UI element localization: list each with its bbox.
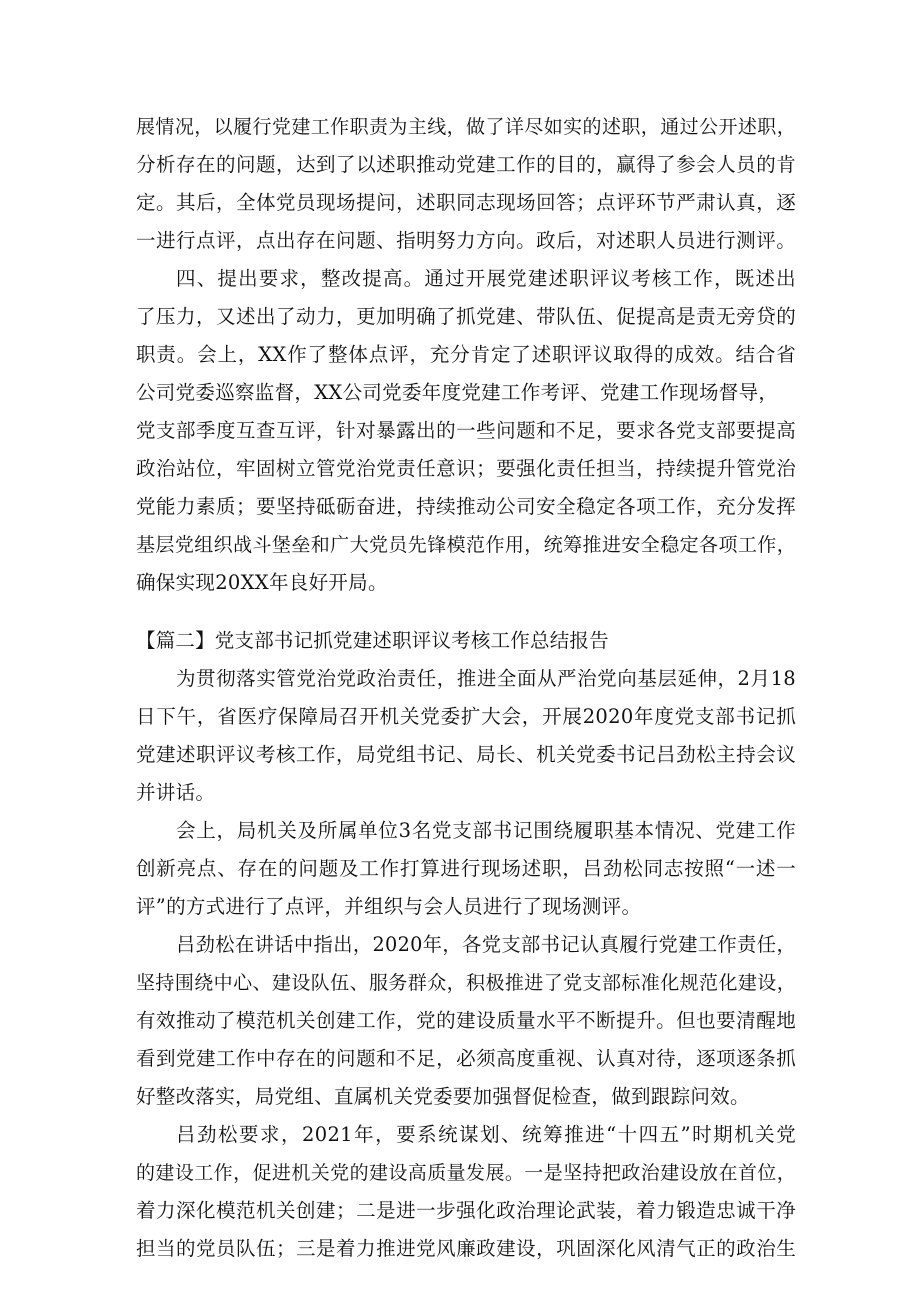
paragraph-line: 的建设工作，促进机关党的建设高质量发展。一是坚持把政治建设放在首位，	[136, 1162, 796, 1184]
paragraph-line: 基层党组织战斗堡垒和广大党员先锋模范作用，统筹推进安全稳定各项工作，	[136, 534, 796, 556]
paragraph-line: 吕劲松要求，2021年，要系统谋划、统筹推进“十四五”时期机关党	[176, 1123, 796, 1146]
paragraph-line: 吕劲松在讲话中指出，2020年，各党支部书记认真履行党建工作责任，	[176, 933, 796, 956]
paragraph-line: 党能力素质；要坚持砥砺奋进，持续推动公司安全稳定各项工作，充分发挥	[136, 495, 796, 518]
section-heading: 【篇二】党支部书记抓党建述职评议考核工作总结报告	[136, 629, 609, 652]
paragraph-line: 日下午，省医疗保障局召开机关党委扩大会，开展2020年度党支部书记抓	[136, 705, 796, 728]
paragraph-line: 分析存在的问题，达到了以述职推动党建工作的目的，赢得了参会人员的肯	[136, 153, 796, 176]
paragraph-line: 确保实现20XX年良好开局。	[136, 571, 388, 594]
paragraph-line: 政治站位，牢固树立管党治党责任意识；要强化责任担当，持续提升管党治	[136, 457, 796, 480]
paragraph-line: 担当的党员队伍；三是着力推进党风廉政建设，巩固深化风清气正的政治生	[136, 1237, 796, 1260]
paragraph-line: 着力深化模范机关创建；二是进一步强化政治理论武装，着力锻造忠诚干净	[136, 1199, 796, 1222]
paragraph-line: 创新亮点、存在的问题及工作打算进行现场述职，吕劲松同志按照“一述一	[136, 857, 796, 880]
paragraph-line: 并讲话。	[136, 781, 216, 804]
paragraph-line: 党支部季度互查互评，针对暴露出的一些问题和不足，要求各党支部要提高	[136, 419, 796, 442]
paragraph-line: 四、提出要求，整改提高。通过开展党建述职评议考核工作，既述出	[176, 267, 796, 290]
paragraph-line: 了压力，又述出了动力，更加明确了抓党建、带队伍、促提高是责无旁贷的	[136, 305, 796, 328]
paragraph-line: 一进行点评，点出存在问题、指明努力方向。政后，对述职人员进行测评。	[136, 229, 796, 252]
paragraph-line: 党建述职评议考核工作，局党组书记、局长、机关党委书记吕劲松主持会议	[136, 743, 796, 766]
paragraph-line: 定。其后，全体党员现场提问，述职同志现场回答；点评环节严肃认真，逐	[136, 191, 796, 214]
paragraph-line: 展情况，以履行党建工作职责为主线，做了详尽如实的述职，通过公开述职，	[136, 116, 796, 138]
paragraph-line: 职责。会上，XX作了整体点评，充分肯定了述职评议取得的成效。结合省	[136, 343, 796, 366]
paragraph-line: 好整改落实，局党组、直属机关党委要加强督促检查，做到跟踪问效。	[136, 1085, 750, 1108]
paragraph-line: 看到党建工作中存在的问题和不足，必须高度重视、认真对待，逐项逐条抓	[136, 1047, 796, 1070]
paragraph-line: 有效推动了模范机关创建工作，党的建设质量水平不断提升。但也要清醒地	[136, 1009, 796, 1032]
paragraph-line: 会上，局机关及所属单位3名党支部书记围绕履职基本情况、党建工作	[176, 819, 796, 842]
paragraph-line: 为贯彻落实管党治党政治责任，推进全面从严治党向基层延伸，2月18	[176, 667, 796, 690]
paragraph-line: 坚持围绕中心、建设队伍、服务群众，积极推进了党支部标准化规范化建设，	[136, 972, 796, 994]
paragraph-line: 公司党委巡察监督，XX公司党委年度党建工作考评、党建工作现场督导，	[136, 381, 779, 404]
paragraph-line: 评”的方式进行了点评，并组织与会人员进行了现场测评。	[136, 895, 642, 918]
